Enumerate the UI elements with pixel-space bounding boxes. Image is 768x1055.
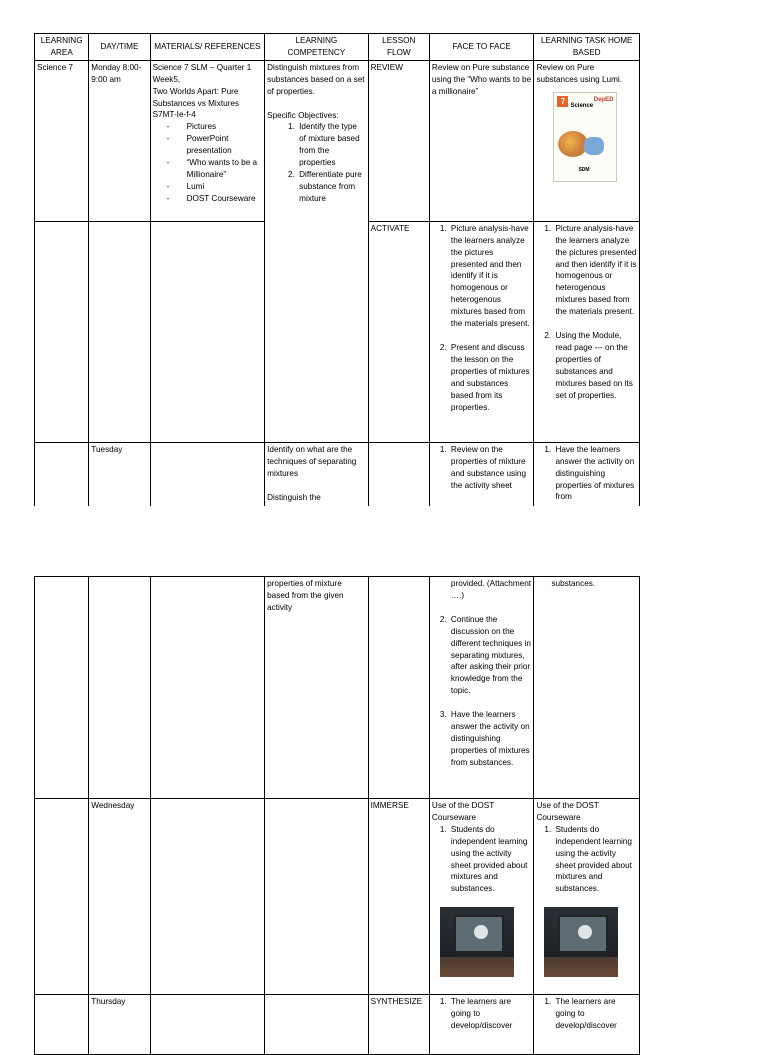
empty-cell [89, 577, 150, 799]
tuesday-f2f-text: provided. (Attachment ….) [450, 579, 532, 600]
activate-f2f-cell [429, 221, 534, 442]
header-materials: MATERIALS/ REFERENCES [150, 34, 265, 61]
materials-line: S7MT-Ie-f-4 [152, 110, 196, 120]
materials-list-item: - Lumi [187, 181, 263, 193]
empty-cell [35, 221, 89, 442]
courseware-screenshot [440, 907, 514, 977]
immerse-flow-cell: IMMERSE [368, 799, 429, 995]
empty-cell [150, 221, 265, 442]
materials-line: Science 7 SLM – Quarter 1 Week5, [152, 62, 252, 84]
objectives-list [267, 121, 366, 204]
header-day-time: DAY/TIME [89, 34, 150, 61]
tuesday-f2f-cont-cell [429, 577, 534, 799]
thursday-home-cell [534, 995, 640, 1055]
tuesday-competency-cell [265, 442, 369, 507]
tuesday-competency-text: Identify on what are the techniques of separating mixtures [267, 444, 357, 478]
thursday-home-list [536, 996, 637, 1032]
module-cover-image [553, 92, 617, 182]
tuesday-competency-cont-cell: properties of mixture based from the given activity [265, 577, 369, 799]
empty-cell [35, 799, 89, 995]
wednesday-home-item: 1. Students do independent learning using the activity sheet provided about mixtures and substances. [553, 824, 637, 895]
tuesday-f2f-item: 2. Continue the discussion on the different techniques in separating mixtures, after asking their prior knowledge from the topic. [449, 614, 532, 697]
header-competency: LEARNING COMPETENCY [265, 34, 369, 61]
tuesday-f2f-list-cont [432, 614, 532, 769]
empty-cell [265, 799, 369, 995]
grade-badge: 7 [557, 96, 568, 107]
review-home-text: Review on Pure substances using Lumi. [536, 62, 622, 84]
activate-f2f-item: 1. Picture analysis-have the learners analyze the pictures presented and then identify if it is homogenous or heterogenous mixtures based from the materials present. [449, 223, 532, 330]
objective-item: 1. Identify the type of mixture based from the properties [297, 121, 366, 169]
thursday-f2f-item: 1. The learners are going to develop/discover [449, 996, 532, 1032]
tuesday-home-cont-cell [534, 577, 640, 799]
empty-cell [150, 799, 265, 995]
tuesday-home-item: 1. Have the learners answer the activity on distinguishing properties of mixtures from [553, 444, 637, 504]
monday-competency-cell [265, 60, 369, 442]
tuesday-home-cell [534, 442, 640, 507]
page-gap [0, 506, 768, 576]
empty-cell [150, 577, 265, 799]
empty-cell [150, 995, 265, 1055]
sdm-logo: SDM [578, 166, 590, 173]
activate-f2f-list [432, 223, 532, 414]
courseware-screenshot [544, 907, 618, 977]
lesson-plan-table-page-2 [34, 576, 640, 1055]
empty-cell [35, 995, 89, 1055]
competency-text: Distinguish mixtures from substances based on a set of properties. [267, 62, 365, 96]
monday-materials-cell [150, 60, 265, 221]
header-lesson-flow: LESSON FLOW [368, 34, 429, 61]
wednesday-home-cell [534, 799, 640, 995]
cover-subject: Science [570, 102, 594, 109]
wednesday-home-intro: Use of the DOST Courseware [536, 801, 599, 822]
tuesday-f2f-list [432, 444, 532, 492]
review-f2f-cell: Review on Pure substance using the “Who wants to be a millionaire” [429, 60, 534, 221]
header-learning-area: LEARNING AREA [35, 34, 89, 61]
empty-cell [368, 442, 429, 507]
wednesday-f2f-item: 1. Students do independent learning using the activity sheet provided about mixtures and substances. [449, 824, 532, 895]
wednesday-row [35, 799, 640, 995]
objective-item: 2. Differentiate pure substance from mixture [297, 169, 366, 205]
thursday-day-cell: Thursday [89, 995, 150, 1055]
activate-home-item: 1. Picture analysis-have the learners analyze the pictures presented and then identify if it is homogenous or heterogenous mixtures based from the materials present. [553, 223, 637, 318]
tuesday-row-continued [35, 577, 640, 799]
review-home-cell [534, 60, 640, 221]
tuesday-competency-text: Distinguish the [267, 492, 321, 502]
thursday-f2f-cell [429, 995, 534, 1055]
learning-area-cell: Science 7 [35, 60, 89, 221]
materials-line: Two Worlds Apart: Pure Substances vs Mixtures [152, 86, 240, 108]
deped-logo: DepED [593, 96, 614, 103]
activate-f2f-item: 2. Present and discuss the lesson on the properties of mixtures and substances based from its properties. [449, 342, 532, 413]
activate-flow-cell: ACTIVATE [368, 221, 429, 442]
materials-list-item: - PowerPoint presentation [187, 133, 263, 157]
header-home-based: LEARNING TASK HOME BASED [534, 34, 640, 61]
materials-list [153, 121, 263, 204]
empty-cell [35, 442, 89, 507]
monday-review-row [35, 60, 640, 221]
empty-cell [35, 577, 89, 799]
activate-home-cell [534, 221, 640, 442]
wednesday-home-list [536, 824, 637, 895]
review-flow-cell: REVIEW [368, 60, 429, 221]
tuesday-row-start [35, 442, 640, 507]
tuesday-f2f-item: 1. Review on the properties of mixture and substance using the activity sheet [449, 444, 532, 492]
thursday-row [35, 995, 640, 1055]
synthesize-flow-cell: SYNTHESIZE [368, 995, 429, 1055]
header-row [35, 34, 640, 61]
lesson-plan-table-page-1 [34, 33, 640, 508]
cover-illustration [584, 137, 604, 155]
empty-cell [89, 221, 150, 442]
tuesday-day-cell: Tuesday [89, 442, 150, 507]
objectives-title: Specific Objectives: [267, 110, 339, 120]
wednesday-f2f-cell [429, 799, 534, 995]
wednesday-day-cell: Wednesday [89, 799, 150, 995]
tuesday-f2f-cell [429, 442, 534, 507]
tuesday-f2f-item: 3. Have the learners answer the activity on distinguishing properties of mixtures from substances. [449, 709, 532, 769]
wednesday-f2f-list [432, 824, 532, 895]
empty-cell [265, 995, 369, 1055]
tuesday-home-text: substances. [551, 579, 596, 588]
empty-cell [150, 442, 265, 507]
materials-list-item: - Pictures [187, 121, 263, 133]
thursday-home-item: 1. The learners are going to develop/discover [553, 996, 637, 1032]
materials-list-item: - DOST Courseware [187, 193, 263, 205]
activate-home-list [536, 223, 637, 402]
wednesday-f2f-intro: Use of the DOST Courseware [431, 801, 495, 822]
tuesday-home-list [536, 444, 637, 504]
empty-cell [368, 577, 429, 799]
activate-home-item: 2. Using the Module, read page --- on the properties of substances and mixtures based on its set of properties. [553, 330, 637, 401]
header-face-to-face: FACE TO FACE [429, 34, 534, 61]
monday-daytime-cell: Monday 8:00- 9:00 am [89, 60, 150, 221]
thursday-f2f-list [432, 996, 532, 1032]
materials-list-item: - “Who wants to be a Millionaire” [187, 157, 263, 181]
